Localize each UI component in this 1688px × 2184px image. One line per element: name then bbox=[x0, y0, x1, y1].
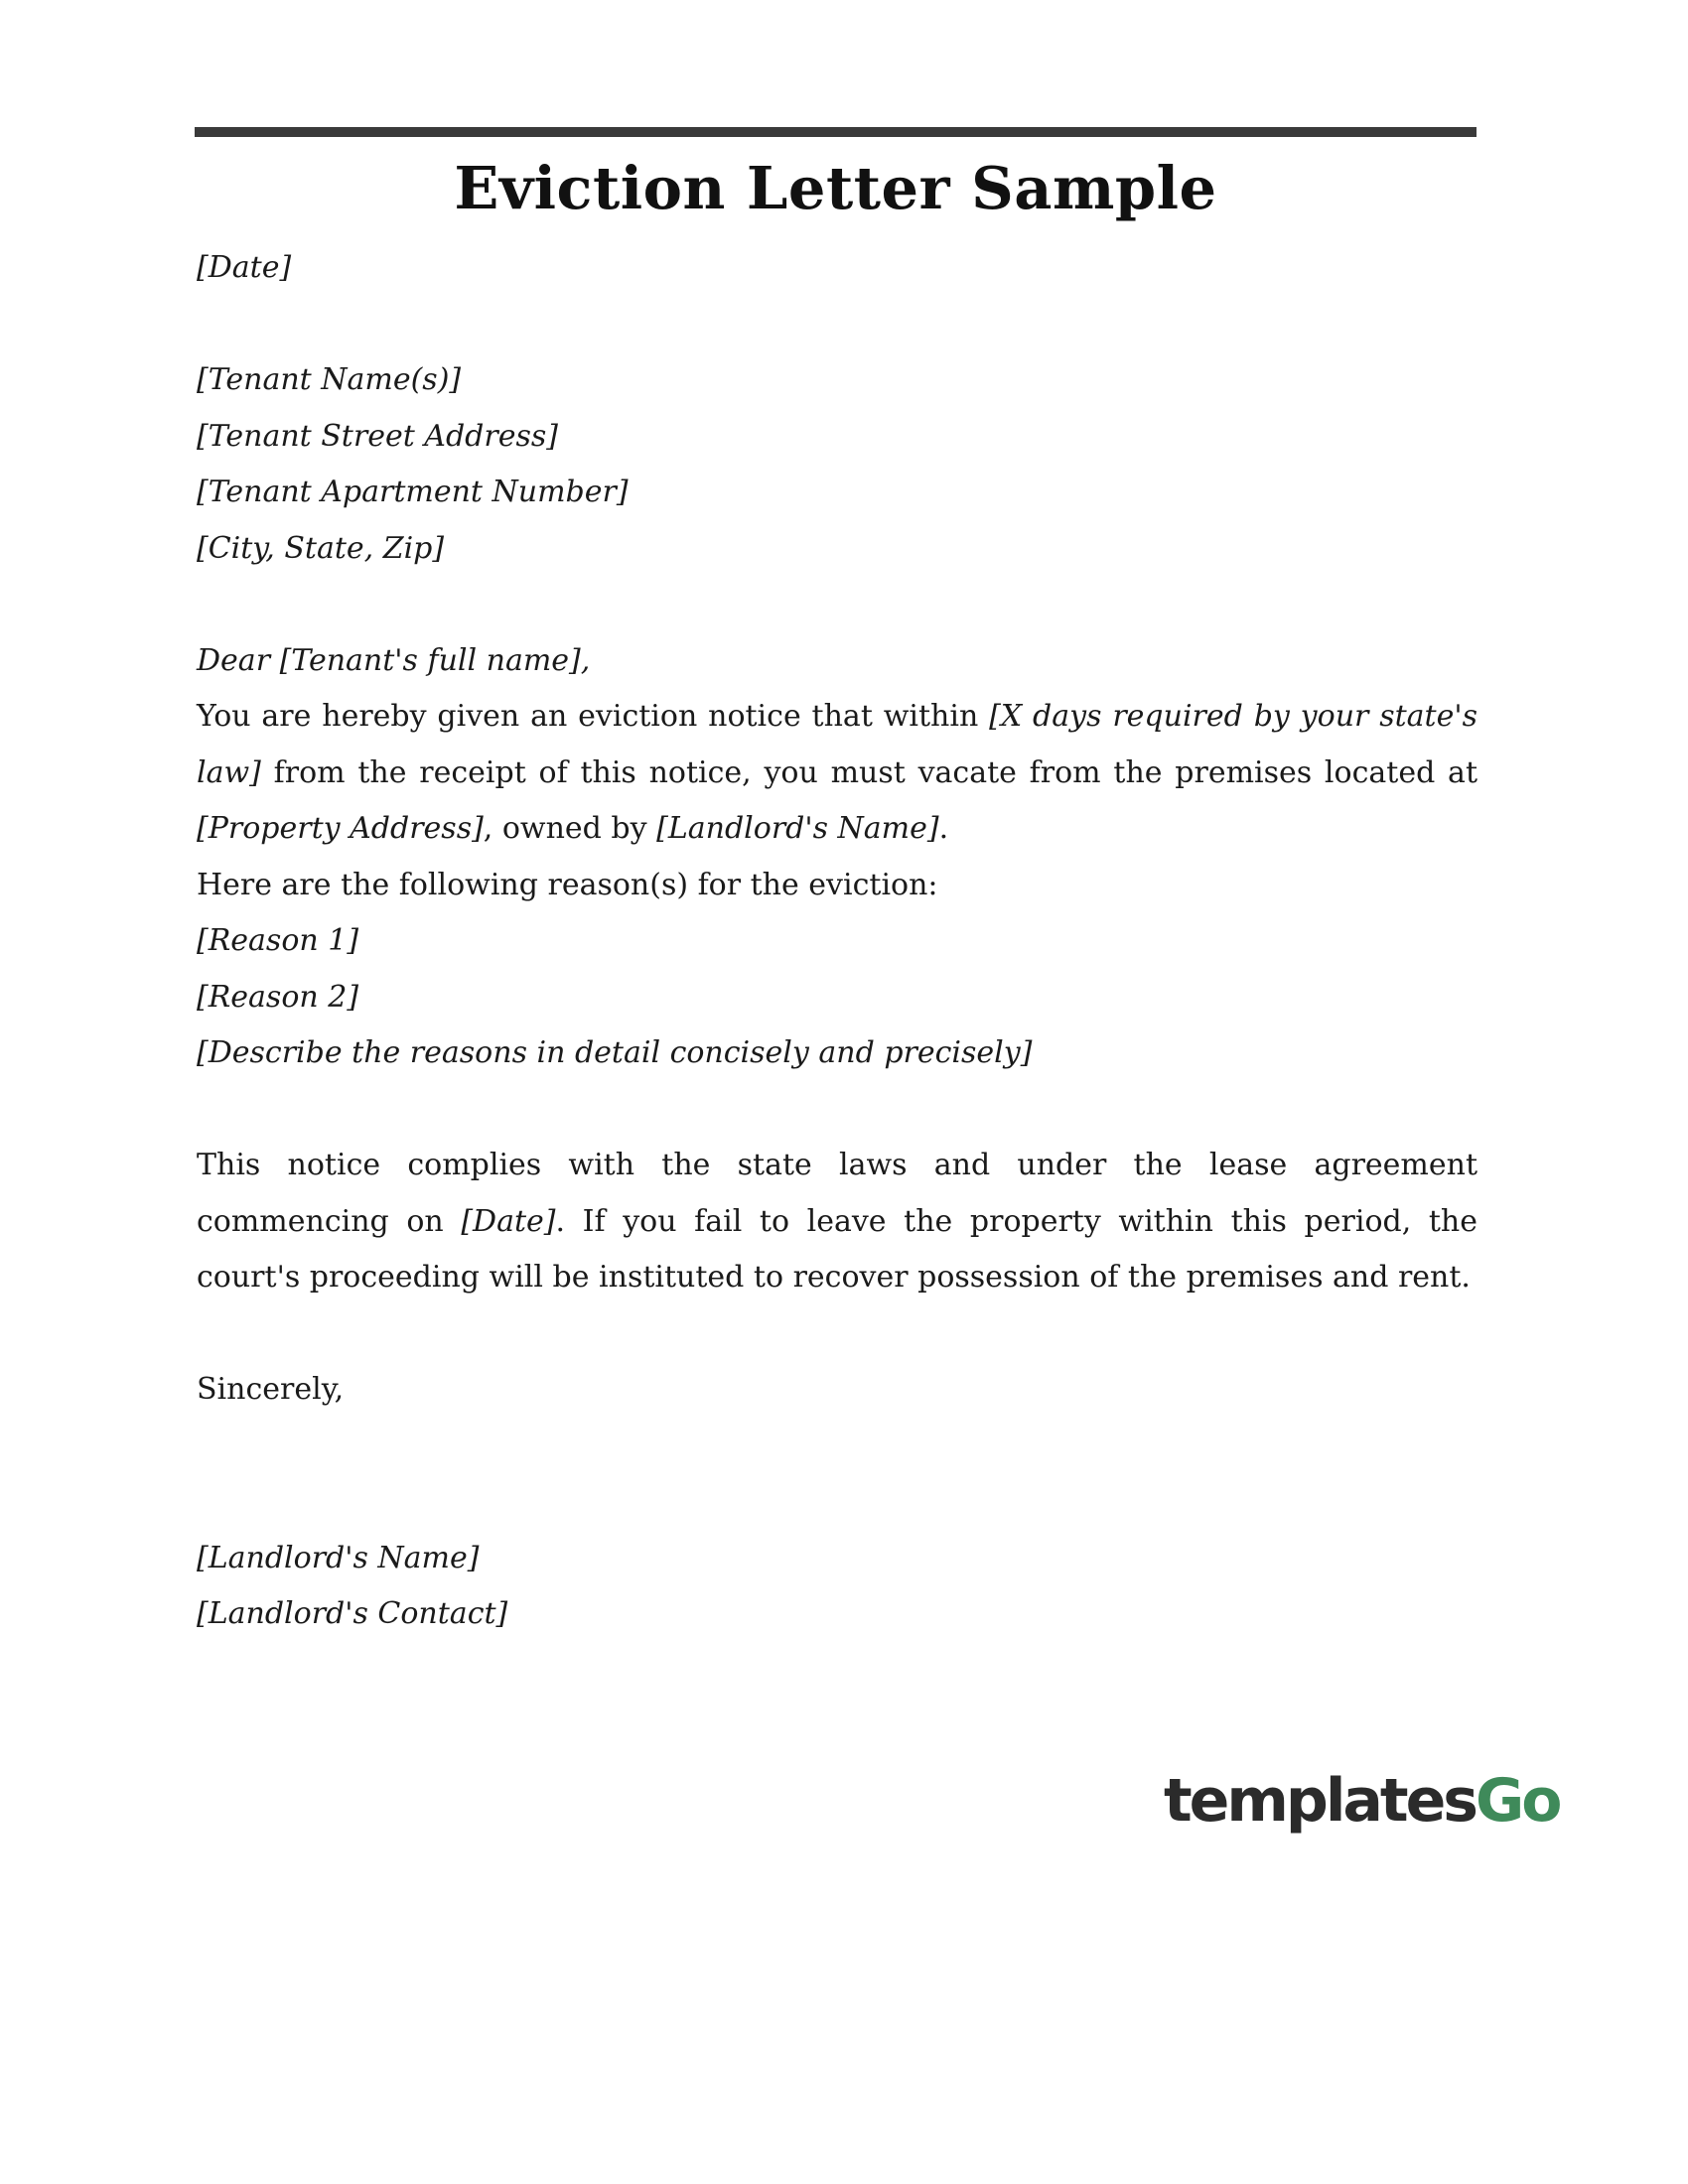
notice-text-c: , owned by bbox=[483, 811, 657, 846]
notice-landlord: [Landlord's Name] bbox=[656, 811, 939, 846]
tenant-apartment: [Tenant Apartment Number] bbox=[197, 475, 629, 509]
compliance-paragraph bbox=[197, 1138, 1477, 1306]
logo-text bbox=[1164, 1766, 1560, 1836]
logo-part-templates: templates bbox=[1164, 1766, 1476, 1836]
reason-description: [Describe the reasons in detail concisely and precisely] bbox=[197, 1035, 1033, 1070]
compliance-date: [Date] bbox=[461, 1203, 556, 1239]
date-line: [Date] bbox=[197, 250, 292, 285]
letter-body bbox=[197, 240, 1477, 1643]
tenant-street: [Tenant Street Address] bbox=[197, 418, 558, 454]
templatesgo-logo bbox=[1164, 1759, 1561, 1848]
closing: Sincerely, bbox=[197, 1372, 345, 1407]
page-title: Eviction Letter Sample bbox=[454, 154, 1217, 222]
notice-paragraph bbox=[197, 689, 1477, 858]
notice-days: [X days required by your state's law] bbox=[197, 699, 1477, 790]
notice-property: [Property Address] bbox=[197, 811, 484, 846]
top-rule bbox=[195, 127, 1477, 137]
salutation: Dear [Tenant's full name], bbox=[197, 642, 591, 678]
notice-text-d: . bbox=[938, 811, 949, 846]
logo-part-go: Go bbox=[1476, 1766, 1560, 1836]
reasons-intro: Here are the following reason(s) for the eviction: bbox=[197, 867, 938, 902]
tenant-city-state-zip: [City, State, Zip] bbox=[197, 530, 445, 566]
signature-contact: [Landlord's Contact] bbox=[197, 1596, 508, 1631]
tenant-name: [Tenant Name(s)] bbox=[197, 362, 462, 397]
reason-2: [Reason 2] bbox=[197, 979, 359, 1015]
signature-name: [Landlord's Name] bbox=[197, 1540, 480, 1575]
notice-text-a: You are hereby given an eviction notice that within bbox=[197, 699, 990, 734]
notice-text-b: from the receipt of this notice, you must vacate from the premises located at bbox=[260, 754, 1477, 790]
compliance-text-b: . If you fail to leave the property within this period, the court's proceeding will be instituted to recover possession of the premises and rent. bbox=[197, 1203, 1477, 1295]
reason-1: [Reason 1] bbox=[197, 923, 359, 958]
compliance-text-a: This notice complies with the state laws and under the lease agreement commencing on bbox=[197, 1148, 1477, 1239]
